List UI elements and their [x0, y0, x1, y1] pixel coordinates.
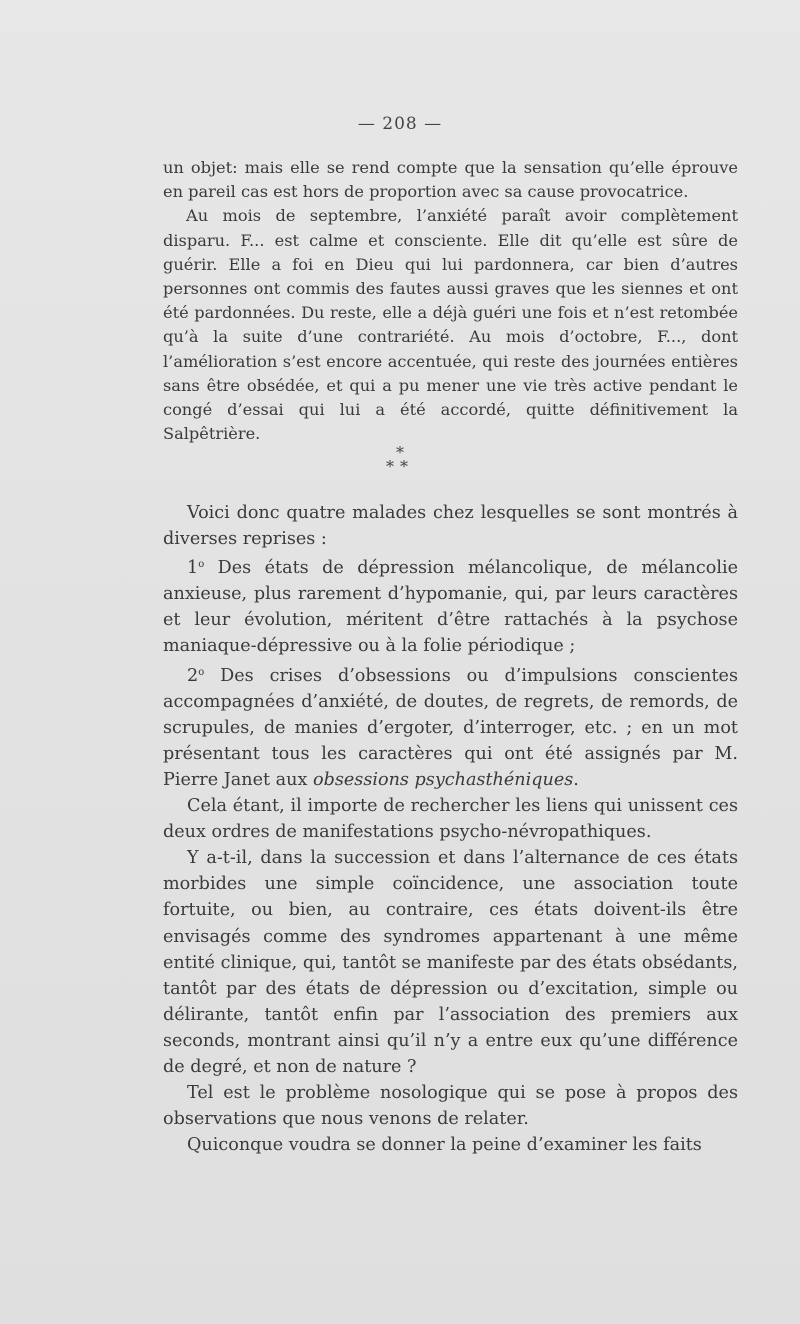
discussion-section	[163, 500, 738, 1158]
paragraph-september: Au mois de septembre, l’anxiété paraît avoir complètement disparu. F... est calme et consciente. Elle dit qu’elle est sûre de guérir. Elle a foi en Dieu qui lui pardonnera, car bien d’autres personnes ont commis des fautes aussi graves que les siennes et ont été pardonnées. Du reste, elle a déjà guéri une fois et n’est retombée qu’à la suite d’une contrariété. Au mois d’octobre, F..., dont l’amélioration s’est encore accentuée, qui reste des journées entières sans être obsédée, et qui a pu mener une vie très active pendant le congé d’essai qui lui a été accordé, quitte définitivement la Salpêtrière.	[163, 206, 738, 444]
paragraph-probleme: Tel est le problème nosologique qui se pose à propos des observations que nous venons de relater.	[163, 1083, 738, 1130]
asterism-bottom: **	[386, 457, 414, 476]
paragraph-question: Y a-t-il, dans la succession et dans l’alternance de ces états morbides une simple coïncidence, une association toute fortuite, ou bien, au contraire, ces états doivent-ils être envisagés comme des syndromes appartenant à une même entité clinique, qui, tantôt se manifeste par des états obsédants, tantôt par des états de dépression ou d’excitation, simple ou délirante, tantôt enfin par l’association des premiers aux seconds, montrant ainsi qu’il n’y a entre eux qu’une différence de degré, et non de nature ?	[163, 848, 738, 1077]
list-item-2	[163, 660, 738, 793]
paragraph-continuation: un objet: mais elle se rend compte que la sensation qu’elle éprouve en pareil cas est hors de proportion avec sa cause provocatrice.	[163, 158, 738, 202]
item-1-text: Des états de dépression mélancolique, de mélancolie anxieuse, plus rarement d’hypomanie, qui, par leurs caractères et leur évolution, méritent d’être rattachés à la psychose maniaque-dépressive ou à la folie périodique ;	[163, 558, 738, 657]
item-2-italic-term: obsessions psychasthéniques	[313, 769, 574, 790]
item-2-text: Des crises d’obsessions ou d’impulsions conscientes accompagnées d’anxiété, de doutes, de regrets, de remords, de scrupules, de manies d’ergoter, d’interroger, etc. ; en un mot présentant tous les caractères qui ont été assignés par M. Pierre Janet aux	[163, 665, 738, 790]
item-2-number: 2	[187, 665, 199, 686]
asterism-top: *	[396, 443, 404, 462]
item-2-end: .	[573, 769, 579, 790]
paragraph-quiconque: Quiconque voudra se donner la peine d’examiner les faits	[187, 1135, 702, 1156]
list-item-1	[163, 552, 738, 659]
item-1-number: 1	[187, 558, 199, 579]
page-number: — 208 —	[357, 114, 443, 134]
paragraph-cela: Cela étant, il importe de rechercher les liens qui unissent ces deux ordres de manifestations psycho-névropathiques.	[163, 796, 738, 843]
item-1-degree: o	[198, 559, 205, 571]
case-continuation	[163, 156, 738, 446]
paragraph-intro: Voici donc quatre malades chez lesquelles se sont montrés à diverses reprises :	[163, 503, 738, 550]
item-2-degree: o	[198, 666, 205, 678]
